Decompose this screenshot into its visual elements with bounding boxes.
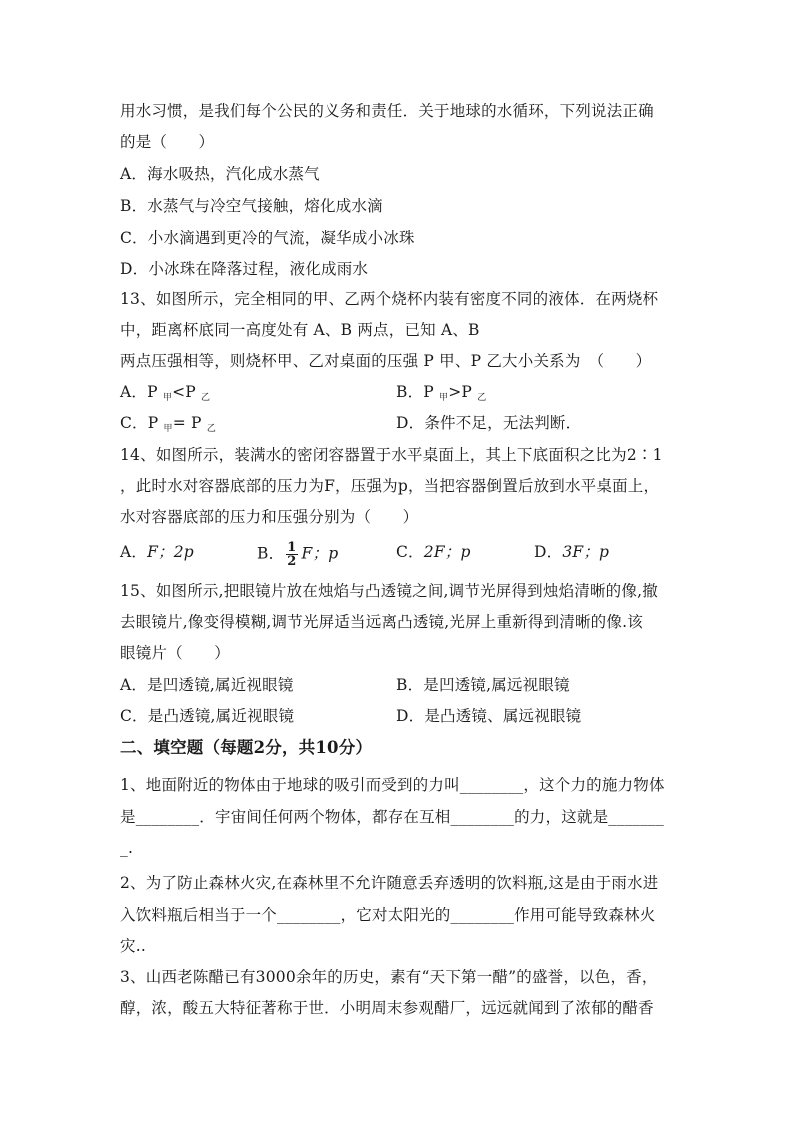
q13-options-row-2: [120, 412, 680, 440]
q13-option-b: B．P $_甲$>P $_乙$: [396, 383, 487, 403]
q13-options-row-1: [120, 381, 680, 409]
q15-options-row-2: [120, 705, 680, 727]
fill-2-line-3: 灾..: [120, 937, 146, 955]
q12-option-d: D．小冰珠在降落过程，液化成雨水: [120, 260, 369, 278]
fill-3-line-1: 3、山西老陈醋已有3000余年的历史，素有“天下第一醋”的盛誉，以色，香，: [120, 968, 658, 986]
fill-1-line-1: 1、地面附近的物体由于地球的吸引而受到的力叫________，这个力的施力物体: [120, 776, 665, 794]
q13-stem-line-1: 13、如图所示，完全相同的甲、乙两个烧杯内装有密度不同的液体．在两烧杯: [120, 290, 659, 308]
one-half-fraction: $\frac{1}{2}$: [287, 540, 297, 569]
q14-option-a: A．F；2p: [120, 543, 194, 561]
q13-stem-line-3: 两点压强相等，则烧杯甲、乙对桌面的压强 P 甲、P 乙大小关系为 （ ）: [120, 352, 652, 370]
q13-stem-line-2: 中，距离杯底同一高度处有 A、B 两点，已知 A、B: [120, 321, 480, 339]
fill-1-line-3: _.: [120, 839, 134, 857]
q15-option-b: B．是凹透镜,属远视眼镜: [396, 676, 570, 694]
q13-option-a: A．P $_甲$<P $_乙$: [120, 383, 211, 403]
q15-option-d: D．是凸透镜、属远视眼镜: [396, 707, 582, 725]
q15-options-row-1: [120, 674, 680, 696]
q14-stem-line-2: ，此时水对容器底部的压力为F，压强为p，当把容器倒置后放到水平桌面上，: [120, 477, 660, 495]
q12-stem-line-1: 用水习惯，是我们每个公民的义务和责任．关于地球的水循环，下列说法正确: [120, 102, 654, 120]
q14-option-b: B． $\frac{1}{2}$ F；p: [257, 540, 339, 569]
fill-1-line-2: 是________．宇宙间任何两个物体，都存在互相________的力，这就是_______: [120, 808, 664, 826]
q13-option-d: D．条件不足，无法判断．: [396, 414, 582, 432]
q15-stem-line-1: 15、如图所示,把眼镜片放在烛焰与凸透镜之间,调节光屏得到烛焰清晰的像,撤: [120, 582, 658, 600]
fill-2-line-1: 2、为了防止森林火灾,在森林里不允许随意丢弃透明的饮料瓶,这是由于雨水进: [120, 874, 659, 892]
q12-stem-line-2: 的是（ ）: [120, 133, 215, 151]
q12-option-b: B．水蒸气与冷空气接触，熔化成水滴: [120, 197, 383, 215]
q14-stem-line-3: 水对容器底部的压力和压强分别为（ ）: [120, 508, 419, 526]
fill-2-line-2: 入饮料瓶后相当于一个________，它对太阳光的________作用可能导致森林火: [120, 906, 656, 924]
q13-option-c: C．P $_甲$= P $_乙$: [120, 414, 217, 434]
q14-stem-line-1: 14、如图所示，装满水的密闭容器置于水平桌面上，其上下底面积之比为2∶1: [120, 446, 663, 464]
q14-options-row: [120, 541, 680, 567]
section-2-heading: 二、填空题（每题2分，共10分）: [120, 738, 373, 757]
q12-option-a: A．海水吸热，汽化成水蒸气: [120, 165, 320, 183]
q15-stem-line-3: 眼镜片（ ）: [120, 644, 230, 662]
q12-option-c: C．小水滴遇到更冷的气流，凝华成小冰珠: [120, 229, 415, 247]
q15-stem-line-2: 去眼镜片,像变得模糊,调节光屏适当远离凸透镜,光屏上重新得到清晰的像.该: [120, 613, 643, 631]
q15-option-a: A．是凹透镜,属近视眼镜: [120, 676, 294, 694]
q15-option-c: C．是凸透镜,属近视眼镜: [120, 707, 295, 725]
q14-option-d: D．3F；p: [534, 543, 610, 561]
fill-3-line-2: 醇，浓，酸五大特征著称于世．小明周末参观醋厂，远远就闻到了浓郁的醋香: [120, 999, 654, 1017]
q14-option-c: C．2F；p: [396, 543, 471, 561]
